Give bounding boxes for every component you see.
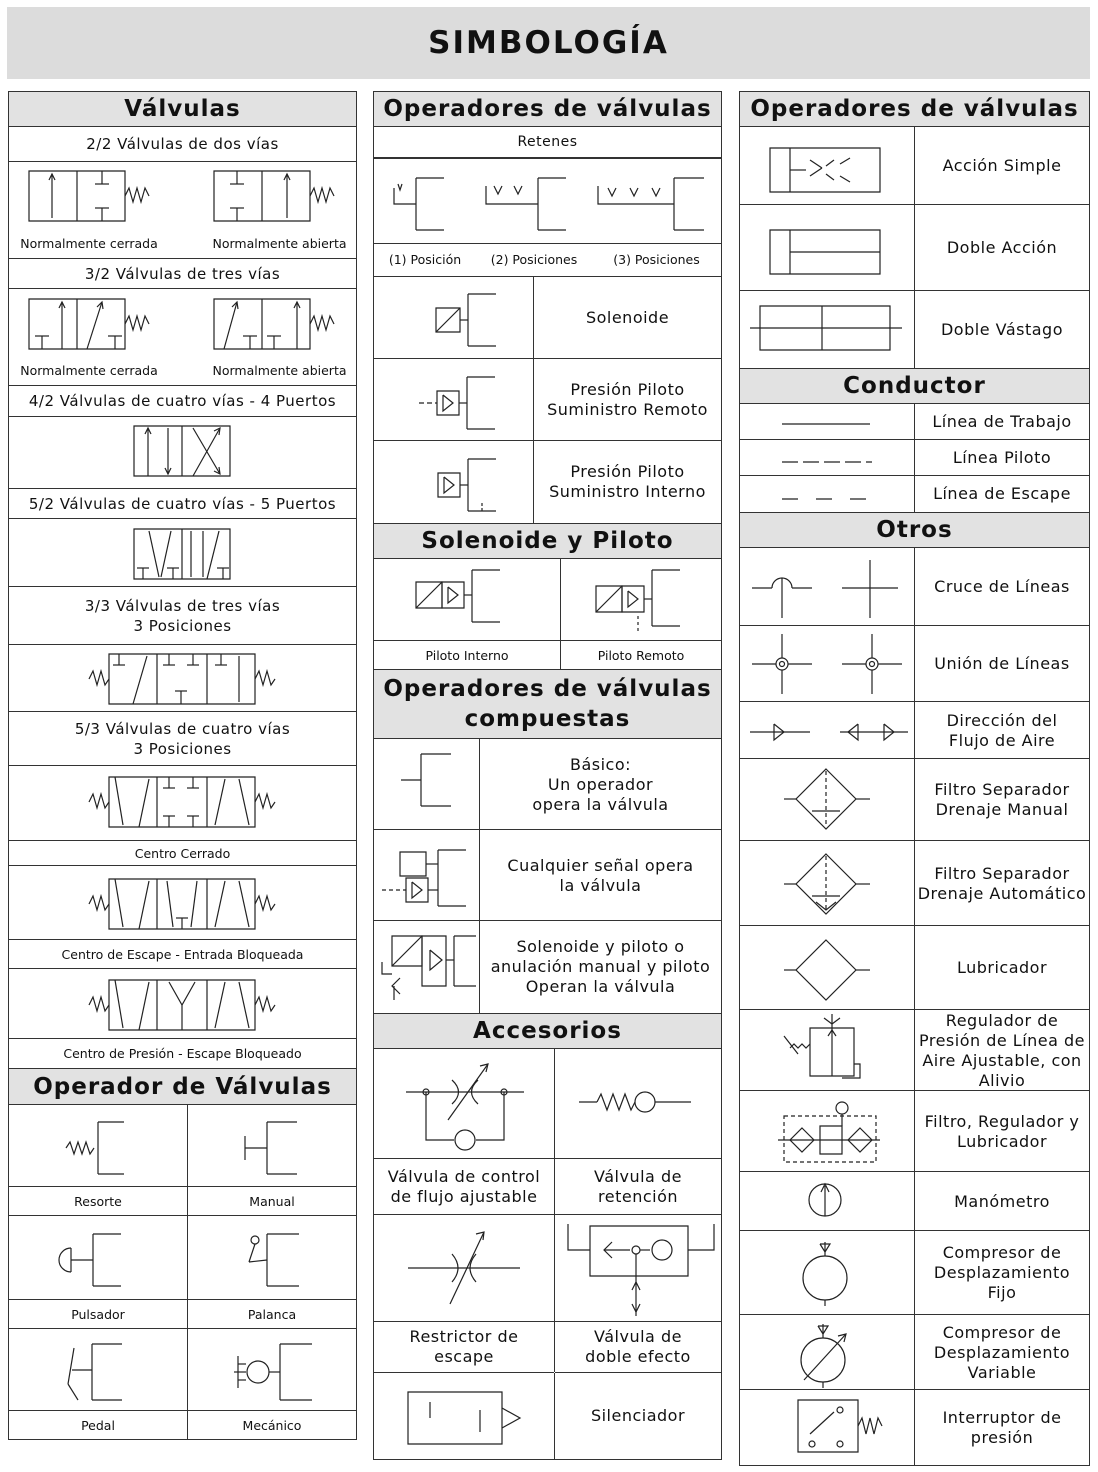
doble-accion-icon (760, 226, 900, 282)
centro-presion-caption: Centro de Presión - Escape Bloqueado (9, 1038, 356, 1068)
palanca-caption: Palanca (188, 1299, 356, 1329)
reten-2-icon (484, 176, 574, 232)
restrictor-line2: escape (434, 1347, 494, 1366)
solpil-line2: anulación manual y piloto (490, 957, 711, 976)
pedal-caption: Pedal (9, 1410, 187, 1439)
frl-icon (776, 1100, 886, 1164)
filtro-automatico-line1: Filtro Separador (934, 863, 1070, 883)
otros-header: Otros (740, 512, 1089, 548)
retencion-icon (579, 1082, 699, 1122)
filtro-manual-line1: Filtro Separador (934, 780, 1070, 799)
reten-1-caption: (1) Posición (388, 251, 462, 267)
frl-line2: Lubricador (956, 1131, 1048, 1151)
reten-1-icon (392, 176, 452, 232)
mecanico-icon (234, 1342, 324, 1402)
linea-trabajo-icon (780, 422, 880, 426)
v53-title (9, 712, 356, 766)
v32-na-symbol (212, 298, 352, 350)
v22-nc-caption: Normalmente cerrada (20, 235, 158, 251)
union-lineas-icon (750, 632, 910, 696)
linea-escape-label: Línea de Escape (933, 484, 1071, 503)
v42-title: 4/2 Válvulas de cuatro vías - 4 Puertos (9, 386, 356, 417)
v22-na-symbol (212, 170, 352, 222)
compresor-fijo-line3: Fijo (987, 1283, 1017, 1302)
cruce-lineas-label: Cruce de Líneas (934, 577, 1070, 596)
valvulas-column (8, 91, 357, 1440)
v33-title-line1: 3/3 Válvulas de tres vías (84, 596, 281, 615)
v22-title: 2/2 Válvulas de dos vías (9, 127, 356, 162)
linea-escape-icon (780, 497, 880, 501)
v33-symbol (89, 653, 279, 705)
presion-interno-icon (434, 457, 514, 513)
regulador-icon (780, 1014, 890, 1086)
manual-caption: Manual (188, 1186, 356, 1216)
basico-line1: Básico: (569, 754, 632, 774)
retencion-label (555, 1158, 721, 1215)
direccion-flujo-icon (748, 718, 918, 748)
v53-closed-symbol (89, 776, 279, 828)
mecanico-caption: Mecánico (188, 1410, 356, 1439)
compuestas-header-line1: Operadores de válvulas (383, 676, 712, 702)
solpil-icon (380, 934, 480, 1002)
compresor-variable-icon (798, 1324, 858, 1390)
right-column (739, 91, 1090, 1466)
manual-icon (239, 1120, 319, 1176)
solpil-line3: Operan la válvula (525, 977, 676, 996)
reten-3-caption: (3) Posiciones (613, 251, 700, 267)
presion-remoto-line2: Suministro Remoto (547, 400, 708, 419)
control-flujo-line2: de flujo ajustable (390, 1186, 538, 1206)
basico-line3: opera la válvula (532, 794, 669, 814)
compresor-variable-line3: Variable (967, 1362, 1037, 1382)
operadores-right-header: Operadores de válvulas (740, 92, 1089, 127)
cualquier-line2: la válvula (559, 875, 642, 895)
control-flujo-line1: Válvula de control (387, 1166, 541, 1186)
cualquier-icon (382, 848, 472, 908)
presion-remoto-label (534, 359, 721, 441)
valvulas-header: Válvulas (9, 92, 356, 127)
filtro-automatico-label (915, 841, 1089, 926)
pulsador-caption: Pulsador (9, 1299, 187, 1329)
silenciador-icon (404, 1388, 534, 1448)
piloto-remoto-icon (594, 568, 694, 634)
solpil-label (480, 921, 721, 1013)
centro-cerrado-caption: Centro Cerrado (9, 840, 356, 866)
restrictor-line1: Restrictor de (409, 1327, 519, 1346)
reten-2-caption: (2) Posiciones (490, 251, 578, 267)
v33-title (9, 587, 356, 645)
doble-efecto-label (555, 1321, 721, 1373)
linea-piloto-icon (780, 460, 880, 464)
compuestas-header (374, 669, 721, 739)
presion-interno-line2: Suministro Interno (549, 482, 706, 501)
linea-piloto-label: Línea Piloto (952, 448, 1052, 467)
compresor-fijo-label (915, 1231, 1089, 1315)
control-flujo-label (374, 1158, 554, 1215)
v52-symbol (133, 528, 233, 580)
compuestas-header-line2: compuestas (464, 706, 631, 732)
piloto-remoto-caption: Piloto Remoto (561, 640, 721, 669)
compresor-variable-label (915, 1315, 1089, 1390)
presion-interno-label (534, 441, 721, 523)
direccion-flujo-line1: Dirección del (946, 710, 1058, 730)
cualquier-line1: Cualquier señal opera (507, 855, 694, 875)
compresor-variable-line1: Compresor de (942, 1322, 1062, 1342)
direccion-flujo-label (915, 702, 1089, 759)
frl-line1: Filtro, Regulador y (924, 1111, 1080, 1131)
cruce-lineas-icon (750, 556, 910, 620)
v32-nc-symbol (27, 298, 167, 350)
pedal-icon (64, 1342, 144, 1402)
accion-simple-label: Acción Simple (942, 155, 1062, 175)
manometro-icon (805, 1180, 845, 1220)
control-flujo-icon (404, 1058, 524, 1158)
regulador-line3: Aire Ajustable, con (922, 1050, 1082, 1070)
filtro-automatico-line2: Drenaje Automático (917, 883, 1087, 903)
basico-label (480, 739, 721, 830)
lubricador-label: Lubricador (956, 958, 1048, 977)
v53-exhaust-symbol (89, 878, 279, 930)
v22-na-caption: Normalmente abierta (212, 235, 347, 251)
basico-icon (399, 752, 469, 808)
cualquier-label (480, 830, 721, 921)
v42-symbol (133, 425, 233, 477)
restrictor-label (374, 1321, 554, 1373)
regulador-line4: Alivio (978, 1070, 1026, 1090)
restrictor-icon (404, 1224, 524, 1314)
v33-title-line2: 3 Posiciones (133, 616, 232, 635)
piloto-interno-icon (414, 568, 514, 624)
operador-header: Operador de Válvulas (9, 1068, 356, 1105)
palanca-icon (241, 1232, 321, 1288)
compresor-fijo-line1: Compresor de (942, 1243, 1062, 1262)
retencion-line1: Válvula de (594, 1166, 682, 1186)
interruptor-presion-label (915, 1390, 1089, 1465)
doble-accion-label: Doble Acción (946, 238, 1058, 257)
lubricador-icon (780, 938, 890, 1004)
filtro-manual-line2: Drenaje Manual (935, 800, 1069, 819)
interruptor-presion-line2: presión (970, 1427, 1034, 1447)
regulador-line2: Presión de Línea de (918, 1030, 1086, 1050)
v32-na-caption: Normalmente abierta (212, 362, 347, 378)
accion-simple-icon (760, 144, 900, 200)
doble-vastago-icon (750, 302, 910, 358)
retencion-line2: retención (598, 1186, 678, 1206)
presion-interno-line1: Presión Piloto (570, 462, 685, 481)
resorte-icon (64, 1120, 144, 1176)
silenciador-label: Silenciador (590, 1406, 686, 1425)
reten-3-icon (596, 176, 716, 232)
doble-efecto-line1: Válvula de (594, 1327, 682, 1346)
solpil-line1: Solenoide y piloto o (516, 937, 685, 956)
v52-title: 5/2 Válvulas de cuatro vías - 5 Puertos (9, 489, 356, 519)
manometro-label: Manómetro (954, 1191, 1050, 1211)
interruptor-presion-icon (790, 1398, 900, 1456)
interruptor-presion-line1: Interruptor de (942, 1407, 1062, 1427)
compresor-fijo-icon (800, 1242, 850, 1308)
v53-pressure-symbol (89, 979, 279, 1031)
retenes-title: Retenes (374, 127, 721, 158)
resorte-caption: Resorte (9, 1186, 187, 1216)
regulador-label (915, 1010, 1089, 1091)
v32-nc-caption: Normalmente cerrada (20, 362, 158, 378)
presion-remoto-icon (419, 375, 509, 431)
filtro-automatico-icon (780, 852, 890, 918)
frl-label (915, 1091, 1089, 1172)
filtro-manual-icon (780, 767, 890, 833)
compresor-fijo-line2: Desplazamiento (933, 1263, 1071, 1282)
presion-remoto-line1: Presión Piloto (570, 380, 685, 399)
v22-nc-symbol (27, 170, 167, 222)
page-title: SIMBOLOGÍA (7, 7, 1090, 79)
operadores-mid-header: Operadores de válvulas (374, 92, 721, 127)
basico-line2: Un operador (547, 774, 654, 794)
doble-vastago-label: Doble Vástago (940, 319, 1063, 339)
conductor-header: Conductor (740, 368, 1089, 404)
filtro-manual-label (915, 759, 1089, 841)
solenoide-icon (434, 292, 504, 348)
accesorios-header: Accesorios (374, 1013, 721, 1049)
doble-efecto-icon (566, 1220, 716, 1320)
centro-escape-caption: Centro de Escape - Entrada Bloqueada (9, 939, 356, 969)
union-lineas-label: Unión de Líneas (934, 654, 1070, 673)
solenoide-label: Solenoide (585, 308, 670, 327)
linea-trabajo-label: Línea de Trabajo (932, 412, 1072, 431)
piloto-interno-caption: Piloto Interno (374, 640, 560, 669)
pulsador-icon (59, 1232, 139, 1288)
direccion-flujo-line2: Flujo de Aire (948, 730, 1056, 750)
v32-title: 3/2 Válvulas de tres vías (9, 259, 356, 289)
v53-title-line2: 3 Posiciones (133, 739, 232, 758)
solenoide-piloto-header: Solenoide y Piloto (374, 523, 721, 559)
v53-title-line1: 5/3 Válvulas de cuatro vías (74, 719, 291, 738)
doble-efecto-line2: doble efecto (585, 1347, 691, 1366)
compresor-variable-line2: Desplazamiento (933, 1342, 1071, 1362)
operadores-mid-column (373, 91, 722, 1460)
regulador-line1: Regulador de (945, 1010, 1059, 1030)
